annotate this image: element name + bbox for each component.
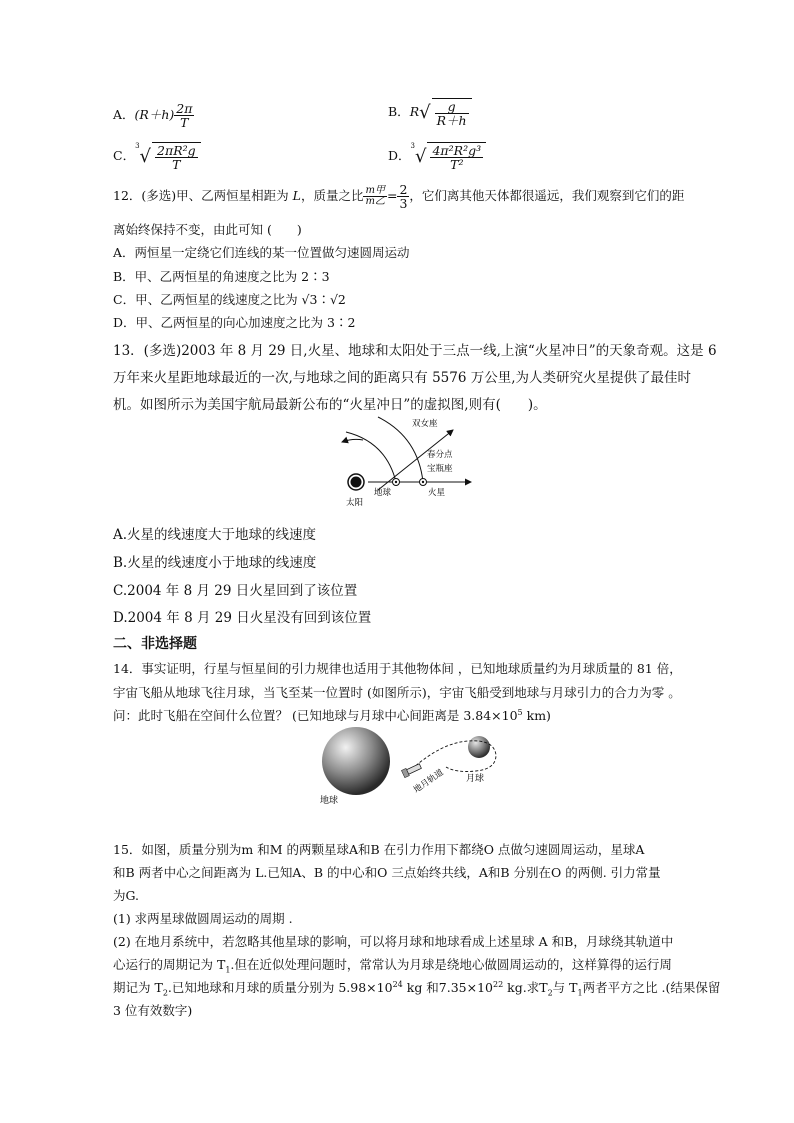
q11-d-label: D． xyxy=(388,148,411,164)
q12-ratio-value xyxy=(397,183,409,210)
q11-a-prefix: (R＋h) xyxy=(134,107,175,123)
q11-c-radicand xyxy=(152,142,201,171)
q13-option-a: A.火星的线速度大于地球的线速度 xyxy=(113,527,317,543)
q11-d-den: T² xyxy=(450,157,464,173)
q12-mass-ratio xyxy=(363,186,386,208)
q12-stem-line1 xyxy=(113,183,684,210)
q11-d-index: 3 xyxy=(410,142,415,150)
q14-line3-a: 问：此时飞船在空间什么位置？ (已知地球与月球中心间距离是 3.84×10 xyxy=(113,708,518,723)
q15-p2l3-sub1: 2 xyxy=(162,988,168,998)
q11-b-num: g xyxy=(435,100,469,114)
earth-moon-diagram xyxy=(316,725,506,815)
q15-p2l2-b: .但在近似处理问题时，常常认为月球是绕地心做圆周运动的，这样算得的运行周 xyxy=(230,957,672,972)
q11-option-a xyxy=(113,102,194,129)
q12-stem-c: ，它们离其他天体都很遥远，我们观察到它们的距 xyxy=(409,188,685,204)
q13-option-c: C.2004 年 8 月 29 日火星回到了该位置 xyxy=(113,583,358,599)
q13-stem-line1: 13．(多选)2003 年 8 月 29 日,火星、地球和太阳处于三点一线,上演“火星冲日”的天象奇观。这是 6 xyxy=(113,343,717,359)
q11-c-label: C． xyxy=(113,148,136,164)
section-title: 二、非选择题 xyxy=(113,636,197,652)
q15-p2l3-sub3: 1 xyxy=(577,988,583,998)
q15-p2l3-sup1: 24 xyxy=(392,979,403,989)
q15-p2l3-b: .已知地球和月球的质量分别为 5.98×10 xyxy=(167,980,393,995)
q11-d-radicand xyxy=(427,142,486,171)
label-mars: 火星 xyxy=(428,488,446,498)
q11-c-index: 3 xyxy=(135,142,140,150)
q14-stem-line3 xyxy=(113,706,551,724)
label-virgo: 双女座 xyxy=(412,419,438,429)
label-moon: 月球 xyxy=(466,774,485,784)
q15-p2l3-e: 与 T xyxy=(552,980,578,995)
q12-stem-b: ，质量之比 xyxy=(300,188,364,204)
direction-arrow-icon xyxy=(342,439,363,442)
spacecraft-icon xyxy=(401,762,422,777)
q14-stem-line1: 14．事实证明，行星与恒星间的引力规律也适用于其他物体间 ，已知地球质量约为月球质量的 81 倍， xyxy=(113,661,682,676)
sqrt-icon: √ xyxy=(415,146,427,168)
q11-option-c xyxy=(113,142,201,171)
q15-part2-line4: 3 位有效数字) xyxy=(113,1003,193,1018)
q15-p2l3-d: kg.求T xyxy=(503,980,548,995)
q15-p2l3-sub2: 2 xyxy=(547,988,553,998)
q14-line3-sup: 5 xyxy=(517,707,523,717)
q15-p2l3-sup2: 22 xyxy=(493,979,504,989)
label-earth: 地球 xyxy=(320,796,339,806)
q13-option-b: B.火星的线速度小于地球的线速度 xyxy=(113,555,317,571)
q12-stem-line2: 离始终保持不变，由此可知 ( ) xyxy=(113,222,302,237)
q13-stem-line3: 机。如图所示为美国宇航局最新公布的“火星冲日”的虚拟图,则有( )。 xyxy=(113,397,547,413)
q11-b-radicand xyxy=(432,98,472,127)
label-sun: 太阳 xyxy=(346,498,364,508)
q15-stem-line1: 15．如图，质量分别为m 和M 的两颗星球A和B 在引力作用下都绕O 点做匀速圆周运动，星球A xyxy=(113,842,645,857)
q12-option-a: A．两恒星一定绕它们连线的某一位置做匀速圆周运动 xyxy=(113,245,410,260)
q14-line3-b: km) xyxy=(522,708,551,723)
q15-p2l3-c: kg 和7.35×10 xyxy=(402,980,494,995)
mars-opposition-diagram xyxy=(328,412,478,512)
q12-ratio-num: m甲 xyxy=(365,184,385,196)
q15-part1: (1) 求两星球做圆周运动的周期 . xyxy=(113,911,293,926)
label-equinox: 春分点 xyxy=(427,450,453,460)
q12-option-d: D．甲、乙两恒星的向心加速度之比为 3∶2 xyxy=(113,315,356,330)
q15-part2-line1: (2) 在地月系统中，若忽略其他星球的影响，可以将月球和地球看成上述星球 A 和B，月球绕其轨道中 xyxy=(113,934,674,949)
q12-option-c: C．甲、乙两恒星的线速度之比为 √3∶√2 xyxy=(113,292,346,307)
q11-b-label: B． xyxy=(388,104,410,120)
sqrt-icon: √ xyxy=(419,102,431,124)
q15-p2l3-f: 两者平方之比 .(结果保留 xyxy=(582,980,721,995)
label-aquarius: 宝瓶座 xyxy=(427,464,453,474)
q12-ratio-val-num: 2 xyxy=(399,182,408,197)
q15-part2-line2 xyxy=(113,955,672,975)
q13-option-d: D.2004 年 8 月 29 日火星没有回到该位置 xyxy=(113,610,372,626)
q11-option-b xyxy=(388,98,472,127)
q15-stem-line3: 为G. xyxy=(113,888,140,903)
q15-part2-line3 xyxy=(113,978,720,998)
q12-ratio-val-den: 3 xyxy=(399,196,408,212)
label-earth: 地球 xyxy=(374,488,392,498)
q11-c-num: 2πR²g xyxy=(157,143,196,158)
q11-a-den: T xyxy=(180,115,189,131)
q15-p2l3-a: 期记为 T xyxy=(113,980,163,995)
q15-p2l2-a: 心运行的周期记为 T xyxy=(113,957,226,972)
q11-a-label: A． xyxy=(113,107,135,123)
q12-option-b: B．甲、乙两恒星的角速度之比为 2∶3 xyxy=(113,269,330,284)
q11-b-coef: R xyxy=(409,104,420,120)
q14-stem-line2: 宇宙飞船从地球飞往月球，当飞至某一位置时 (如图所示)，宇宙飞船受到地球与月球引力的合力为零 。 xyxy=(113,685,681,700)
q12-ratio-eq: = xyxy=(386,188,398,204)
q12-stem-a: 12．(多选)甲、乙两恒星相距为 xyxy=(113,188,293,204)
q15-p2l2-sub: 1 xyxy=(225,965,231,975)
q12-stem-var: L xyxy=(292,188,301,204)
q11-d-num: 4π²R²g³ xyxy=(432,143,482,158)
q13-stem-line2: 万年来火星距地球最近的一次,与地球之间的距离只有 5576 万公里,为人类研究火星提供了最佳时 xyxy=(113,370,692,386)
q11-option-d xyxy=(388,142,486,171)
sqrt-icon: √ xyxy=(139,146,152,168)
earth-sphere-icon xyxy=(322,727,390,795)
q11-b-den: R＋h xyxy=(436,113,467,129)
q11-a-num: 2π xyxy=(176,101,193,116)
q11-a-fraction xyxy=(174,102,194,129)
label-orbit: 地月轨道 xyxy=(411,767,446,796)
q11-c-den: T xyxy=(172,157,181,173)
q12-ratio-den: m乙 xyxy=(365,196,385,208)
moon-sphere-icon xyxy=(468,736,490,758)
virgo-direction-line xyxy=(378,430,453,490)
q15-stem-line2: 和B 两者中心之间距离为 L.已知A、B 的中心和O 三点始终共线，A和B 分别在O 的两侧. 引力常量 xyxy=(113,865,661,880)
